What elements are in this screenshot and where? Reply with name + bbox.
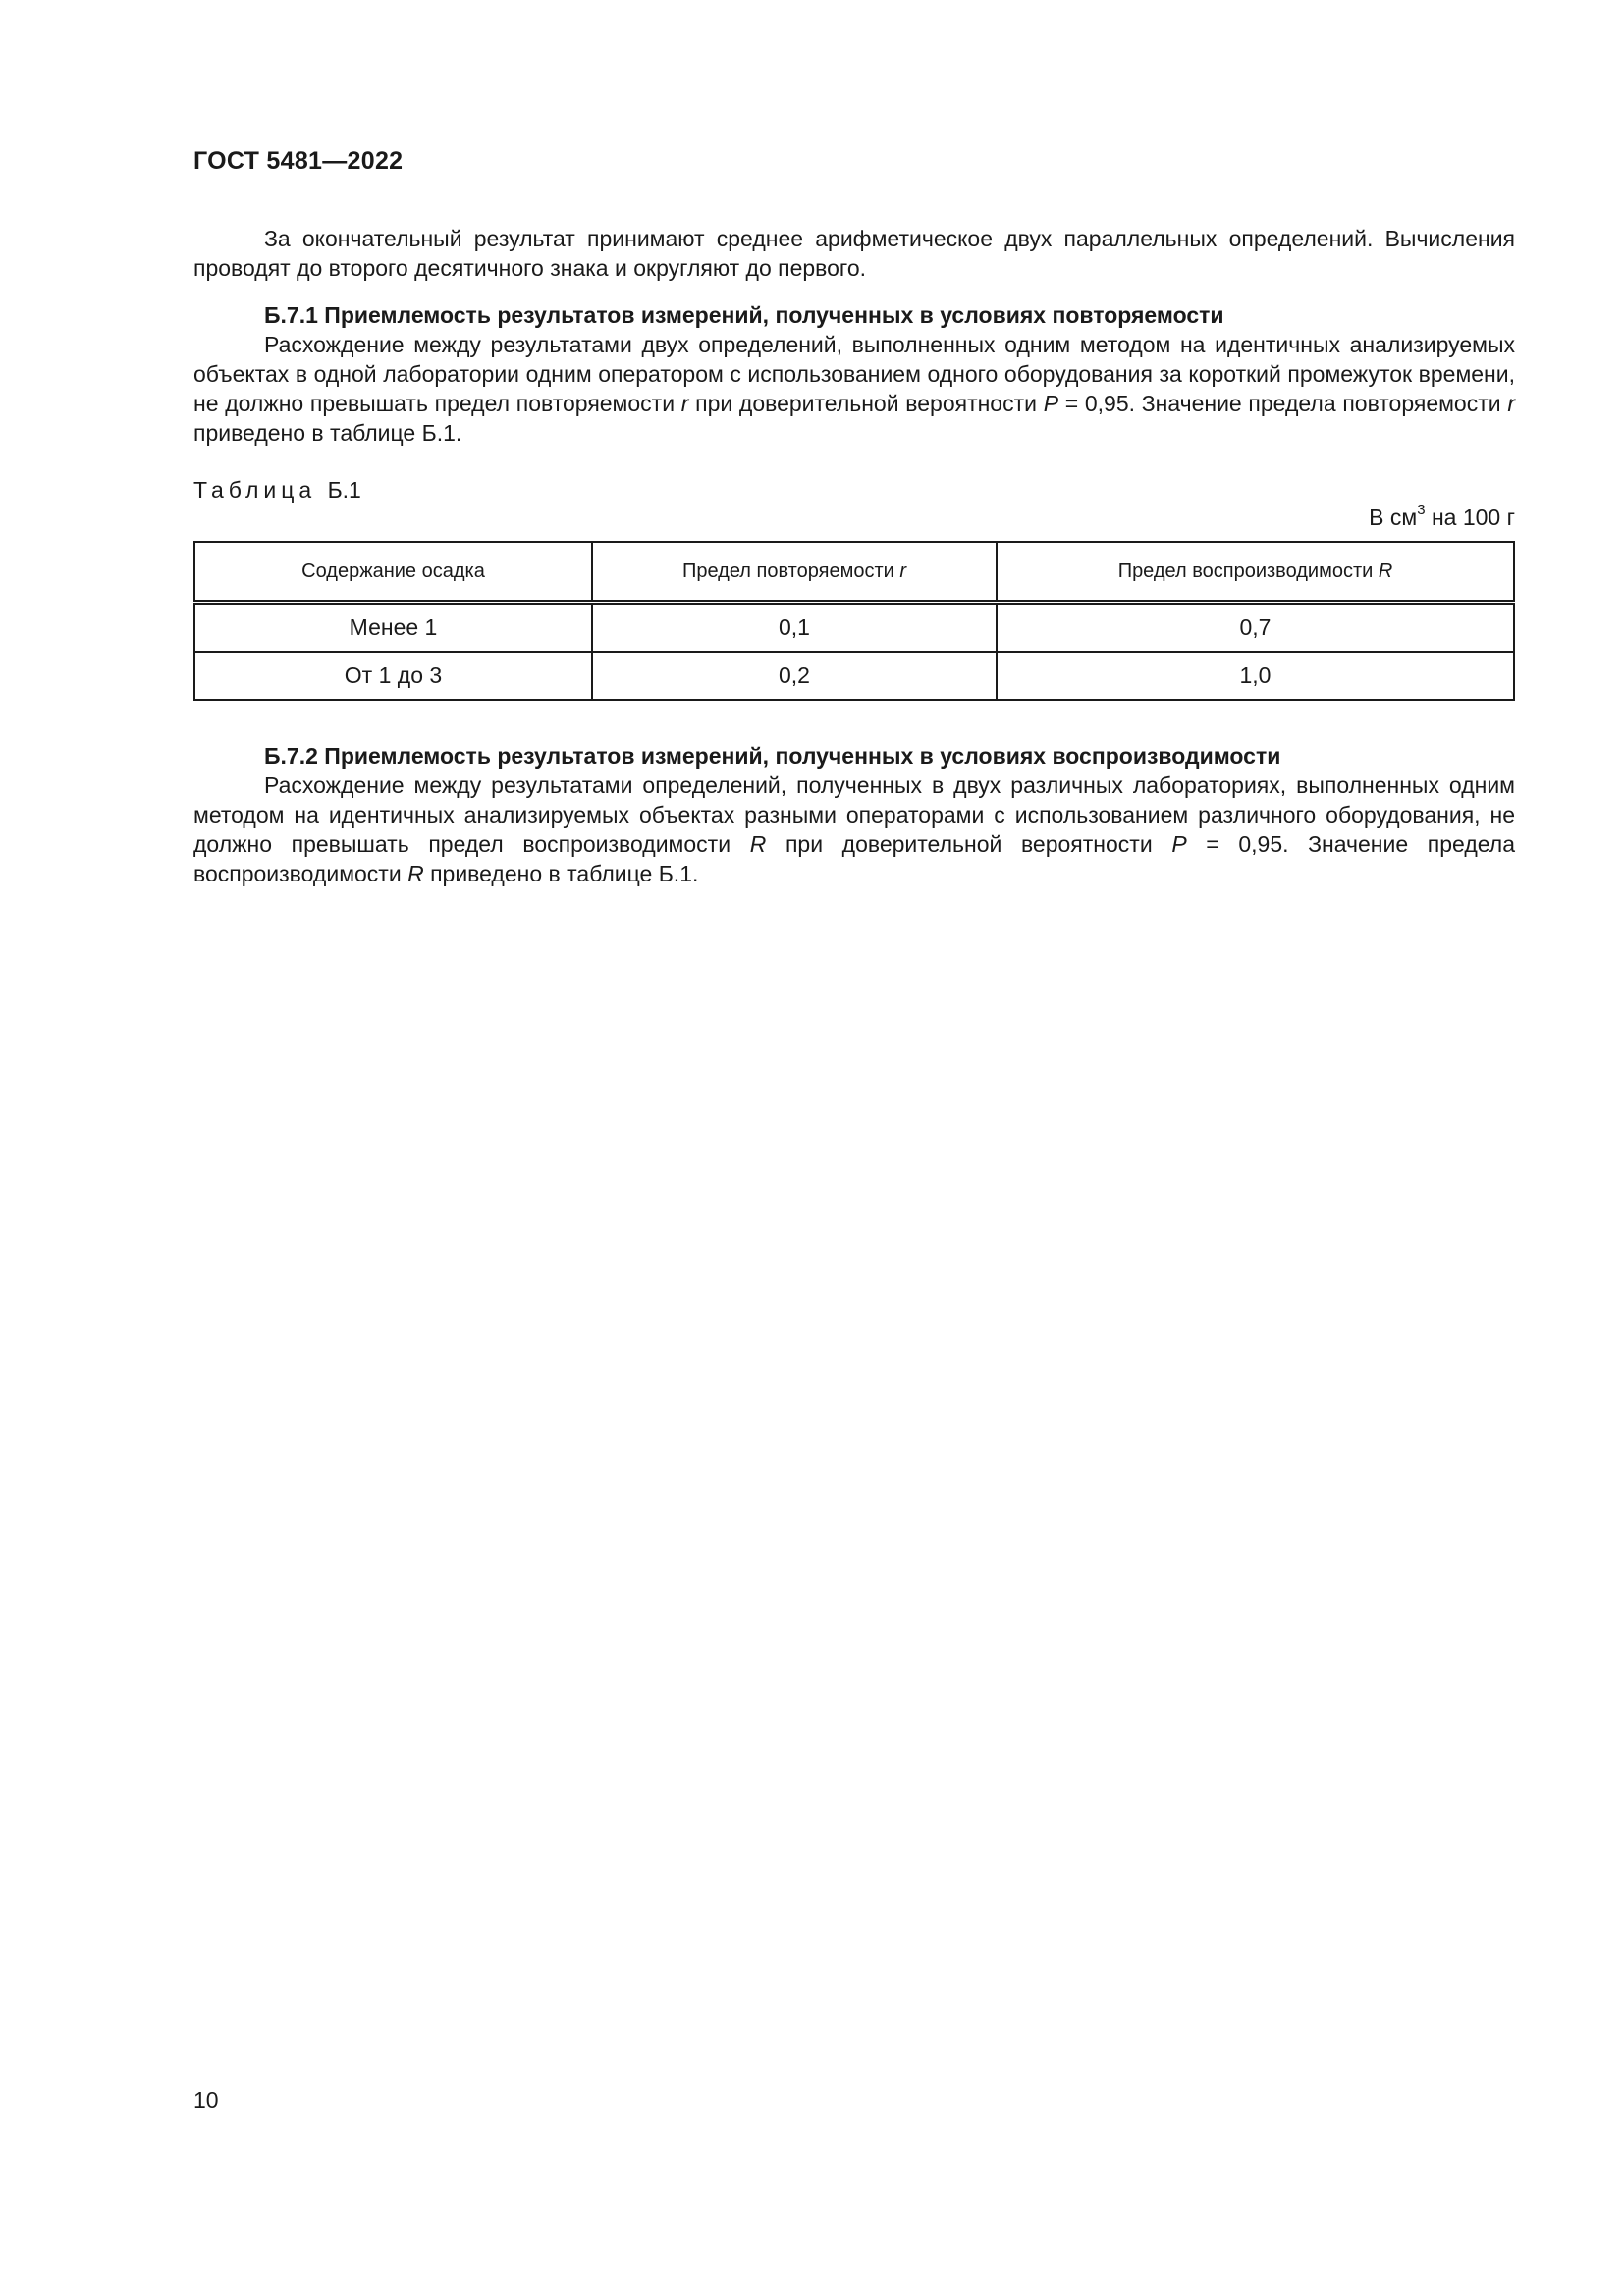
section-b72-text-4: приведено в таблице Б.1. [423, 861, 699, 886]
table-header-row [194, 542, 1514, 603]
table-caption-number: Б.1 [327, 477, 361, 503]
table-cell: 0,7 [997, 603, 1514, 653]
section-b71 [193, 300, 1515, 448]
table-caption-label: Таблица [193, 477, 317, 503]
intro-section [193, 224, 1515, 283]
table-units-suffix: на 100 г [1425, 505, 1515, 530]
section-b72-text-1: Расхождение между результатами определений, полученных в двух различных лабораториях, выполненных одним методом на идентичных анализируемых объектах разными операторами с использованием различного оборудования, не должно превышать предел воспроизводимости [193, 773, 1515, 857]
table-header-var: R [1378, 560, 1393, 582]
table-row [194, 652, 1514, 700]
section-b72-var-R2: R [407, 861, 424, 886]
table-cell: Менее 1 [194, 603, 592, 653]
section-b71-text-4: приведено в таблице Б.1. [193, 420, 462, 446]
document-header-title: ГОСТ 5481—2022 [193, 147, 404, 175]
section-b72-text-2: при доверительной вероятности [766, 831, 1172, 857]
table-header-cell [194, 542, 592, 603]
table-header-text: Предел повторяемости [681, 560, 900, 582]
table-header-var: r [899, 560, 907, 582]
results-table [193, 541, 1515, 701]
page-number: 10 [193, 2087, 219, 2112]
section-b71-text-3: = 0,95. Значение предела повторяемости [1058, 391, 1508, 416]
section-b71-var-r: r [680, 391, 689, 416]
section-b71-text-2: при доверительной вероятности [688, 391, 1044, 416]
table-header-text: Предел воспроизводимости [1117, 560, 1379, 582]
table-header-cell [997, 542, 1514, 603]
table-header-text: Содержание осадка [301, 560, 485, 582]
table-cell: 1,0 [997, 652, 1514, 700]
section-b72-var-R: R [749, 831, 767, 857]
table-units-prefix: В см [1369, 505, 1418, 530]
section-b71-text-1: Расхождение между результатами двух определений, выполненных одним методом на идентичных анализируемых объектах в одной лаборатории одним оператором с использованием одного оборудования за короткий промежуток времени, не должно превышать предел повторяемости [193, 332, 1515, 416]
table-row [194, 603, 1514, 653]
table-units-sup: 3 [1417, 502, 1426, 519]
table-cell: От 1 до 3 [194, 652, 592, 700]
table-cell: 0,2 [592, 652, 997, 700]
table-units [1369, 502, 1515, 531]
section-b72-text-3: = 0,95. Значение предела воспроизводимости [193, 831, 1515, 886]
table-cell: 0,1 [592, 603, 997, 653]
section-b71-heading: Б.7.1 Приемлемость результатов измерений, полученных в условиях повторяемости [264, 302, 1224, 328]
table-header-cell [592, 542, 997, 603]
section-b71-var-r2: r [1507, 391, 1515, 416]
section-b72 [193, 741, 1515, 888]
table-caption [193, 477, 361, 504]
section-b71-var-p: P [1043, 391, 1059, 416]
section-b72-paragraph [193, 771, 1515, 888]
section-b71-paragraph [193, 330, 1515, 448]
section-b72-heading: Б.7.2 Приемлемость результатов измерений, полученных в условиях воспроизводимости [264, 743, 1281, 769]
section-b72-var-p: P [1171, 831, 1187, 857]
intro-paragraph: За окончательный результат принимают среднее арифметическое двух параллельных определений. Вычисления проводят до второго десятичного знака и округляют до первого. [193, 226, 1515, 281]
